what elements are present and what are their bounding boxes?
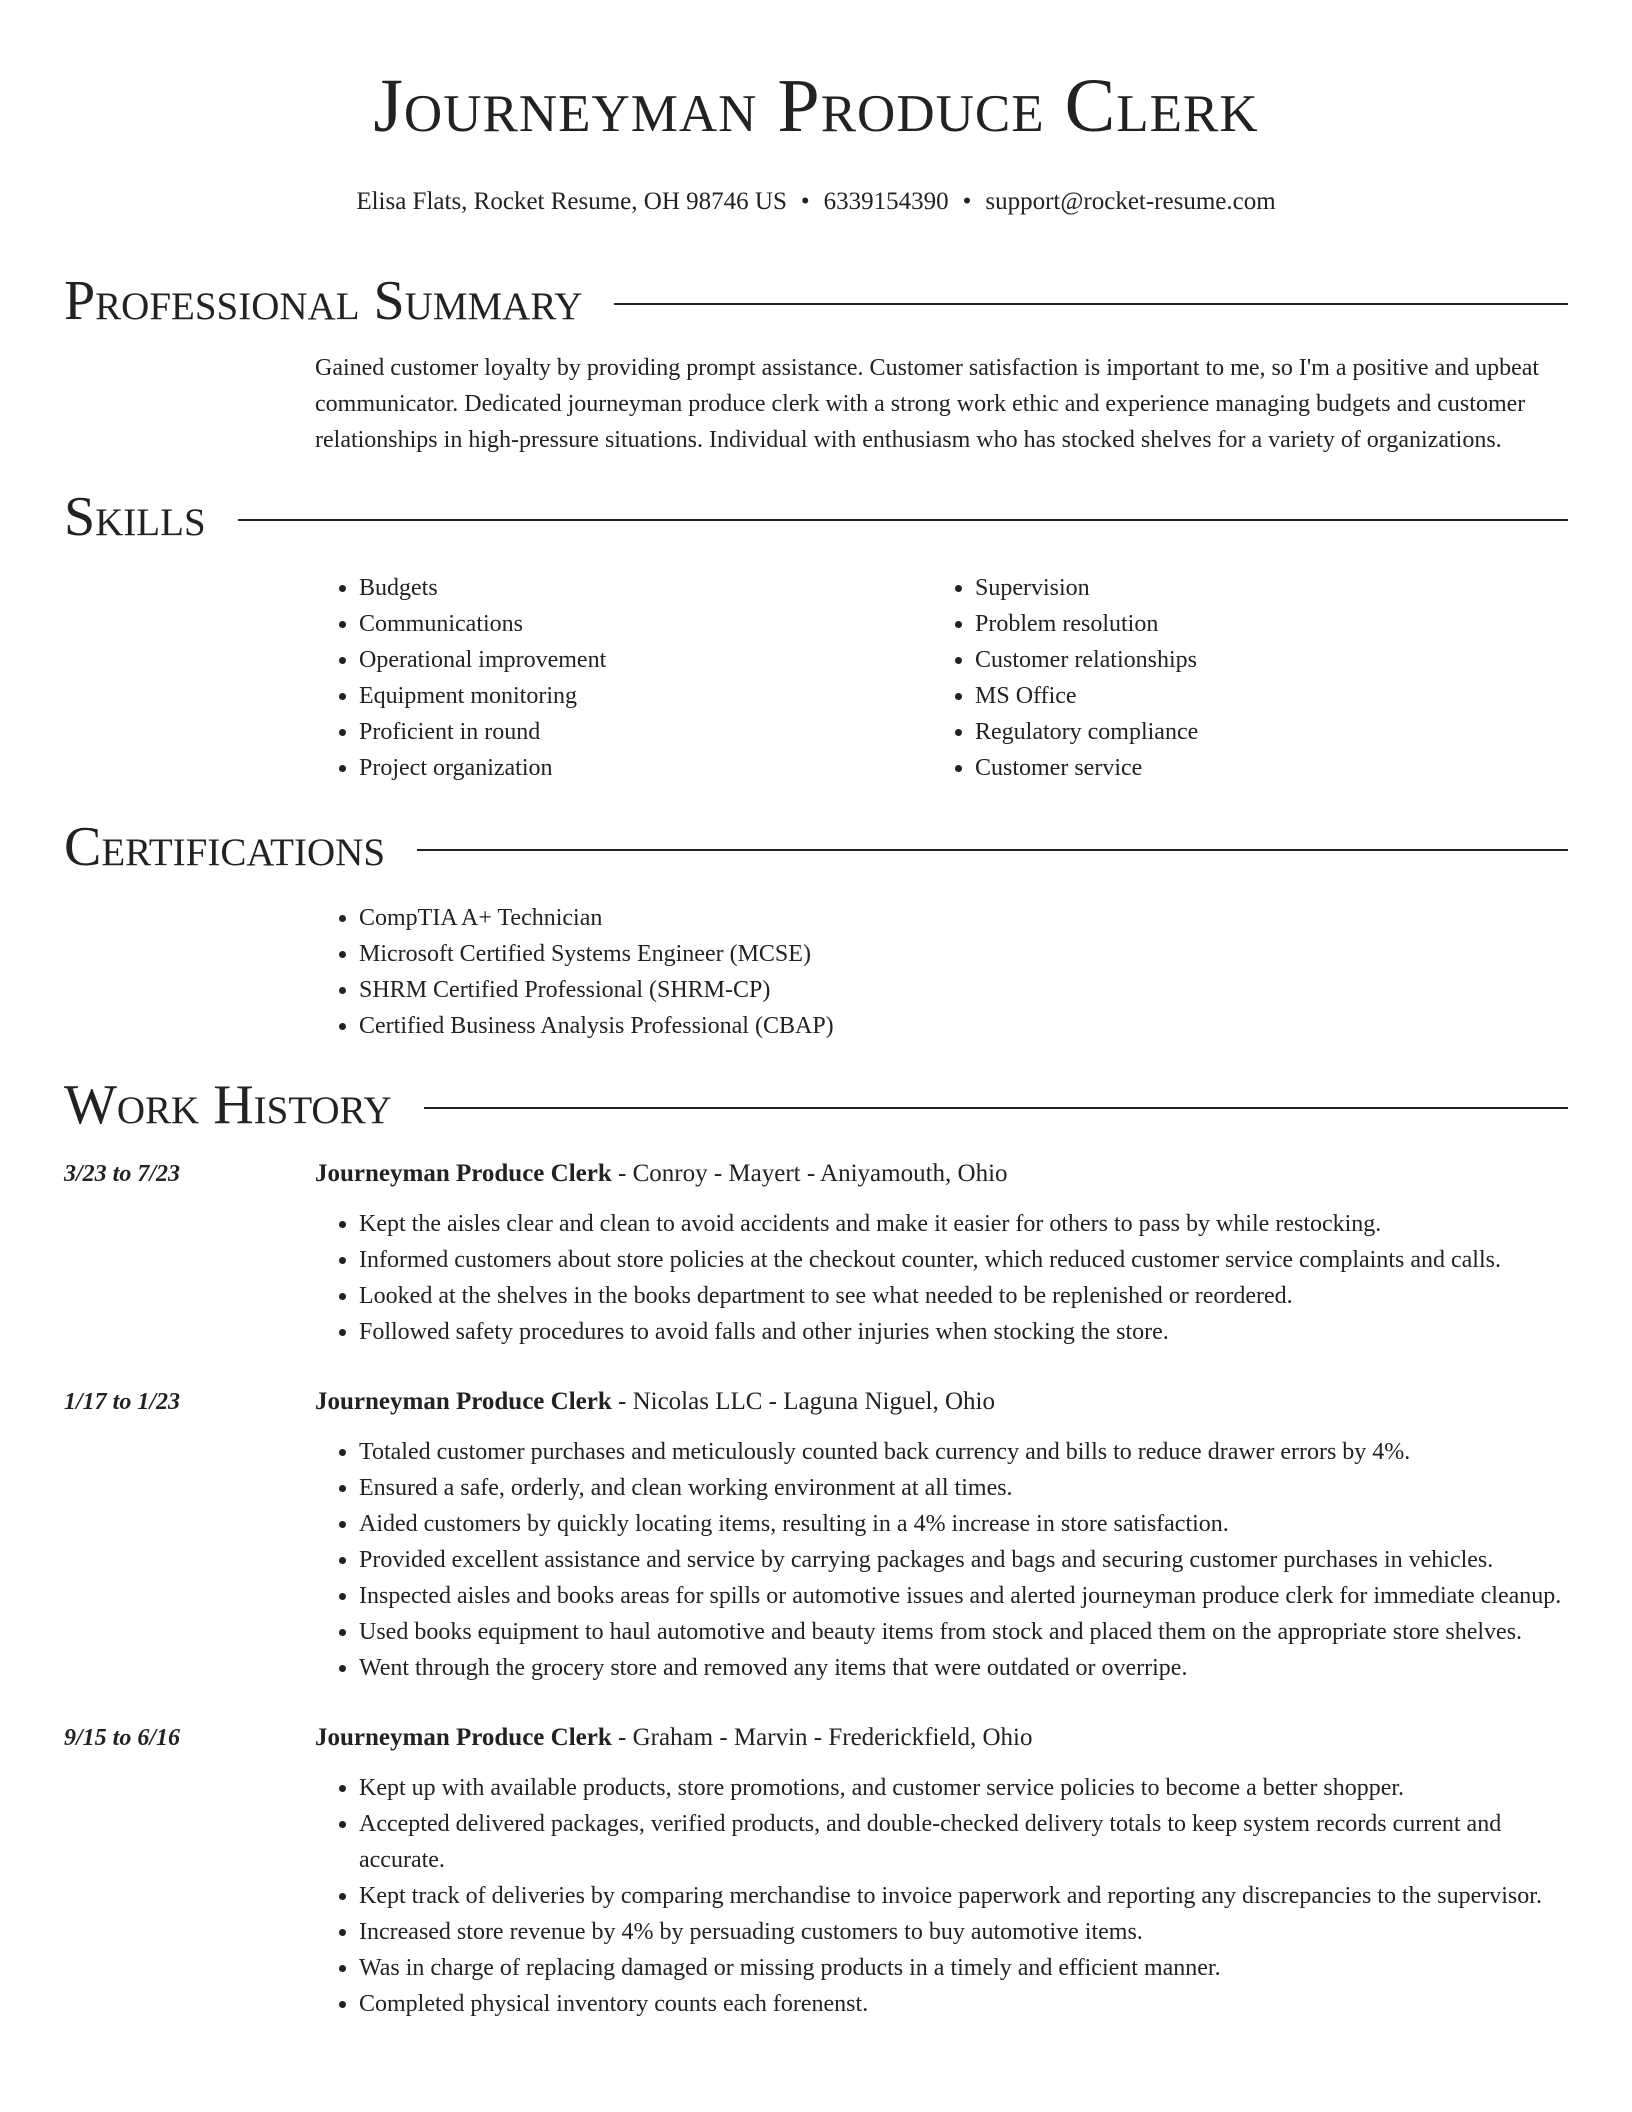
job-bullet: • Provided excellent assistance and service by carrying packages and bags and securing customer purchases in vehicles.	[359, 1542, 1568, 1578]
job-bullet: • Totaled customer purchases and meticulously counted back currency and bills to reduce drawer errors by 4%.	[359, 1434, 1568, 1470]
section-divider	[424, 1107, 1568, 1109]
summary-heading: Professional Summary	[64, 270, 583, 332]
job-bullets	[315, 1206, 1568, 1350]
job-entry	[64, 1156, 1568, 1350]
job-dates: 1/17 to 1/23	[64, 1389, 181, 1415]
job-employer: - Graham - Marvin - Frederickfield, Ohio	[611, 1724, 1033, 1751]
job-entry	[64, 1720, 1568, 2022]
certifications-section-header	[64, 812, 1568, 882]
contact-line	[64, 186, 1568, 218]
skill-item: • Equipment monitoring	[359, 678, 931, 714]
job-bullet: • Completed physical inventory counts each forenenst.	[359, 1986, 1568, 2022]
work-history-heading: Work History	[64, 1074, 392, 1136]
job-entry	[64, 1384, 1568, 1686]
job-bullet: • Ensured a safe, orderly, and clean working environment at all times.	[359, 1470, 1568, 1506]
skills-section-header	[64, 482, 1568, 552]
job-title: Journeyman Produce Clerk	[315, 1388, 612, 1415]
job-bullet: • Aided customers by quickly locating items, resulting in a 4% increase in store satisfaction.	[359, 1506, 1568, 1542]
skills-column-right	[931, 570, 1547, 786]
contact-address: Elisa Flats, Rocket Resume, OH 98746 US	[356, 188, 787, 215]
job-bullet: • Used books equipment to haul automotive and beauty items from stock and placed them on the appropriate store shelves.	[359, 1614, 1568, 1650]
job-bullet: • Kept track of deliveries by comparing merchandise to invoice paperwork and reporting any discrepancies to the supervisor.	[359, 1878, 1568, 1914]
job-title-line	[315, 1720, 1568, 1756]
skills-heading: Skills	[64, 486, 206, 548]
job-dates: 3/23 to 7/23	[64, 1161, 181, 1187]
skill-item: • Operational improvement	[359, 642, 931, 678]
skill-item: • Customer service	[975, 750, 1547, 786]
certification-item: • SHRM Certified Professional (SHRM-CP)	[359, 972, 1568, 1008]
job-bullets	[315, 1434, 1568, 1686]
skill-item: • Supervision	[975, 570, 1547, 606]
section-divider	[238, 519, 1568, 521]
certification-item: • Certified Business Analysis Professional (CBAP)	[359, 1008, 1568, 1044]
summary-body	[315, 350, 1568, 458]
job-bullet: • Followed safety procedures to avoid falls and other injuries when stocking the store.	[359, 1314, 1568, 1350]
job-bullets	[315, 1770, 1568, 2022]
certifications-heading: Certifications	[64, 816, 386, 878]
job-bullet: • Inspected aisles and books areas for spills or automotive issues and alerted journeyman produce clerk for immediate cleanup.	[359, 1578, 1568, 1614]
job-details	[315, 1156, 1568, 1350]
job-title-line	[315, 1156, 1568, 1192]
skill-item: • Communications	[359, 606, 931, 642]
job-title-line	[315, 1384, 1568, 1420]
contact-separator: •	[800, 188, 810, 215]
certification-item: • CompTIA A+ Technician	[359, 900, 1568, 936]
job-bullet: • Increased store revenue by 4% by persuading customers to buy automotive items.	[359, 1914, 1568, 1950]
section-divider	[417, 849, 1568, 851]
summary-section-header	[64, 266, 1568, 336]
skill-item: • Problem resolution	[975, 606, 1547, 642]
skill-item: • Regulatory compliance	[975, 714, 1547, 750]
work-history-section-header	[64, 1070, 1568, 1140]
job-bullet: • Went through the grocery store and removed any items that were outdated or overripe.	[359, 1650, 1568, 1686]
contact-separator: •	[962, 188, 972, 215]
skill-item: • Proficient in round	[359, 714, 931, 750]
job-employer: - Nicolas LLC - Laguna Niguel, Ohio	[611, 1388, 995, 1415]
job-bullet: • Accepted delivered packages, verified products, and double-checked delivery totals to keep system records current and accurate.	[359, 1806, 1568, 1878]
job-bullet: • Kept up with available products, store promotions, and customer service policies to become a better shopper.	[359, 1770, 1568, 1806]
skill-item: • MS Office	[975, 678, 1547, 714]
contact-email: support@rocket-resume.com	[985, 188, 1276, 215]
skills-list	[315, 570, 1568, 786]
certification-item: • Microsoft Certified Systems Engineer (MCSE)	[359, 936, 1568, 972]
certifications-list	[315, 900, 1568, 1044]
skill-item: • Project organization	[359, 750, 931, 786]
section-divider	[614, 303, 1568, 305]
job-employer: - Conroy - Mayert - Aniyamouth, Ohio	[611, 1160, 1008, 1187]
job-details	[315, 1720, 1568, 2022]
job-bullet: • Looked at the shelves in the books department to see what needed to be replenished or reordered.	[359, 1278, 1568, 1314]
resume-page	[64, 0, 1568, 2022]
contact-phone: 6339154390	[823, 188, 949, 215]
job-bullet: • Informed customers about store policies at the checkout counter, which reduced customer service complaints and calls.	[359, 1242, 1568, 1278]
job-bullet: • Kept the aisles clear and clean to avoid accidents and make it easier for others to pass by while restocking.	[359, 1206, 1568, 1242]
job-bullet: • Was in charge of replacing damaged or missing products in a timely and efficient manner.	[359, 1950, 1568, 1986]
job-title: Journeyman Produce Clerk	[315, 1160, 612, 1187]
job-title: Journeyman Produce Clerk	[315, 1724, 612, 1751]
resume-name: Journeyman Produce Clerk	[373, 64, 1259, 148]
job-details	[315, 1384, 1568, 1686]
skill-item: • Budgets	[359, 570, 931, 606]
summary-text: Gained customer loyalty by providing prompt assistance. Customer satisfaction is important to me, so I'm a positive and upbeat communicator. Dedicated journeyman produce clerk with a strong work ethic and experience managing budgets and customer relationships in high-pressure situations. Individual with enthusiasm who has stocked shelves for a variety of organizations.	[315, 355, 1540, 453]
skill-item: • Customer relationships	[975, 642, 1547, 678]
job-dates: 9/15 to 6/16	[64, 1725, 181, 1751]
skills-column-left	[315, 570, 931, 786]
